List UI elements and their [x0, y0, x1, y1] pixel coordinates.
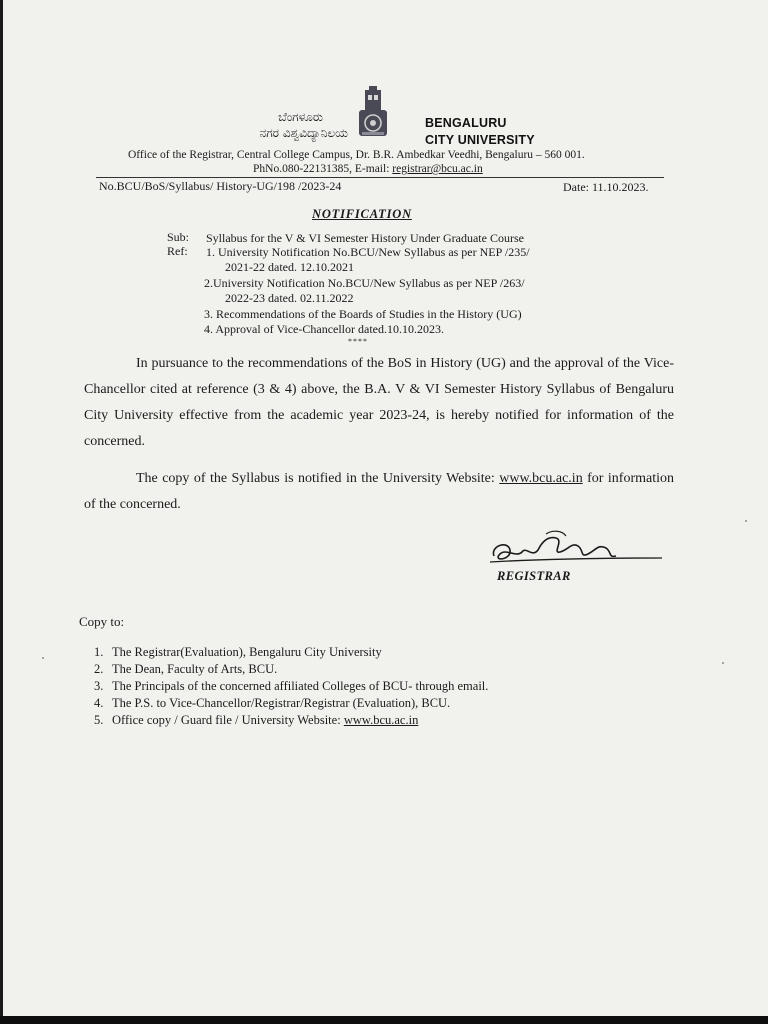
list-item	[94, 712, 488, 729]
reference-item-4: 4. Approval of Vice-Chancellor dated.10.10.2023.	[204, 322, 444, 336]
para2-suffix: for information of the concerned.	[84, 471, 674, 512]
scan-speck	[42, 657, 44, 659]
list-item-number: 1.	[94, 645, 104, 659]
scan-edge-left	[0, 0, 3, 1024]
list-item	[94, 678, 488, 695]
kannada-university-line1: ಬೆಂಗಳೂರು	[278, 110, 323, 124]
email-link[interactable]: registrar@bcu.ac.in	[392, 163, 483, 175]
contact-line	[253, 163, 483, 175]
copy-to-label: Copy to:	[79, 614, 125, 629]
reference-item-3: 3. Recommendations of the Boards of Studies in the History (UG)	[204, 307, 522, 321]
list-item-number: 3.	[94, 679, 104, 693]
list-item-number: 5.	[94, 713, 104, 727]
phone-text: PhNo.080-22131385, E-mail:	[253, 163, 393, 175]
scan-speck	[722, 662, 724, 664]
list-item	[94, 644, 488, 661]
subject-label: Sub:	[167, 230, 190, 244]
website-link[interactable]: www.bcu.ac.in	[343, 713, 419, 727]
body-paragraph-2	[84, 466, 674, 518]
registrar-signature	[486, 528, 666, 574]
reference-label: Ref:	[167, 244, 188, 258]
list-item-number: 4.	[94, 696, 104, 710]
university-name-line1: BENGALURU	[425, 116, 507, 130]
scan-edge-bottom	[0, 1016, 768, 1024]
reference-number: No.BCU/BoS/Syllabus/ History-UG/198 /2023-24	[99, 179, 342, 193]
list-item-number: 2.	[94, 662, 104, 676]
list-item-text: Office copy / Guard file / University Website:	[112, 713, 344, 727]
list-item	[94, 661, 488, 678]
list-item-text: The Dean, Faculty of Arts, BCU.	[112, 662, 278, 676]
notification-heading: NOTIFICATION	[312, 207, 412, 221]
list-item-text: The Registrar(Evaluation), Bengaluru City University	[112, 645, 382, 659]
reference-item-2: 2.University Notification No.BCU/New Syllabus as per NEP /263/	[204, 276, 525, 290]
subject-text: Syllabus for the V & VI Semester History Under Graduate Course	[206, 231, 524, 245]
para2-text: The copy of the Syllabus is notified in the University Website:	[136, 471, 500, 486]
website-link[interactable]: www.bcu.ac.in	[499, 471, 583, 486]
reference-item-1-cont: 2021-22 dated. 12.10.2021	[225, 260, 354, 274]
notification-date: Date: 11.10.2023.	[563, 180, 649, 194]
letterhead-divider	[96, 177, 664, 178]
registrar-title: REGISTRAR	[497, 569, 571, 583]
office-address: Office of the Registrar, Central College Campus, Dr. B.R. Ambedkar Veedhi, Bengaluru – 560 001.	[128, 149, 585, 161]
separator-stars: ****	[348, 337, 368, 346]
copy-to-list	[94, 644, 488, 729]
body-paragraph-1: In pursuance to the recommendations of the BoS in History (UG) and the approval of the Vice-Chancellor cited at reference (3 & 4) above, the B.A. V & VI Semester History Syllabus of Bengaluru City University effective from the academic year 2023-24, is hereby notified for information of the concerned.	[84, 356, 674, 449]
list-item-text: The P.S. to Vice-Chancellor/Registrar/Registrar (Evaluation), BCU.	[112, 696, 451, 710]
reference-item-2-cont: 2022-23 dated. 02.11.2022	[225, 291, 354, 305]
list-item-text: The Principals of the concerned affiliated Colleges of BCU- through email.	[112, 679, 489, 693]
list-item	[94, 695, 488, 712]
university-name-line2: CITY UNIVERSITY	[425, 133, 535, 147]
university-crest-logo	[356, 86, 390, 140]
reference-item-1: 1. University Notification No.BCU/New Syllabus as per NEP /235/	[206, 245, 530, 259]
kannada-university-line2: ನಗರ ವಿಶ್ವವಿದ್ಯಾನಿಲಯ	[259, 126, 348, 140]
scan-speck	[745, 520, 747, 522]
